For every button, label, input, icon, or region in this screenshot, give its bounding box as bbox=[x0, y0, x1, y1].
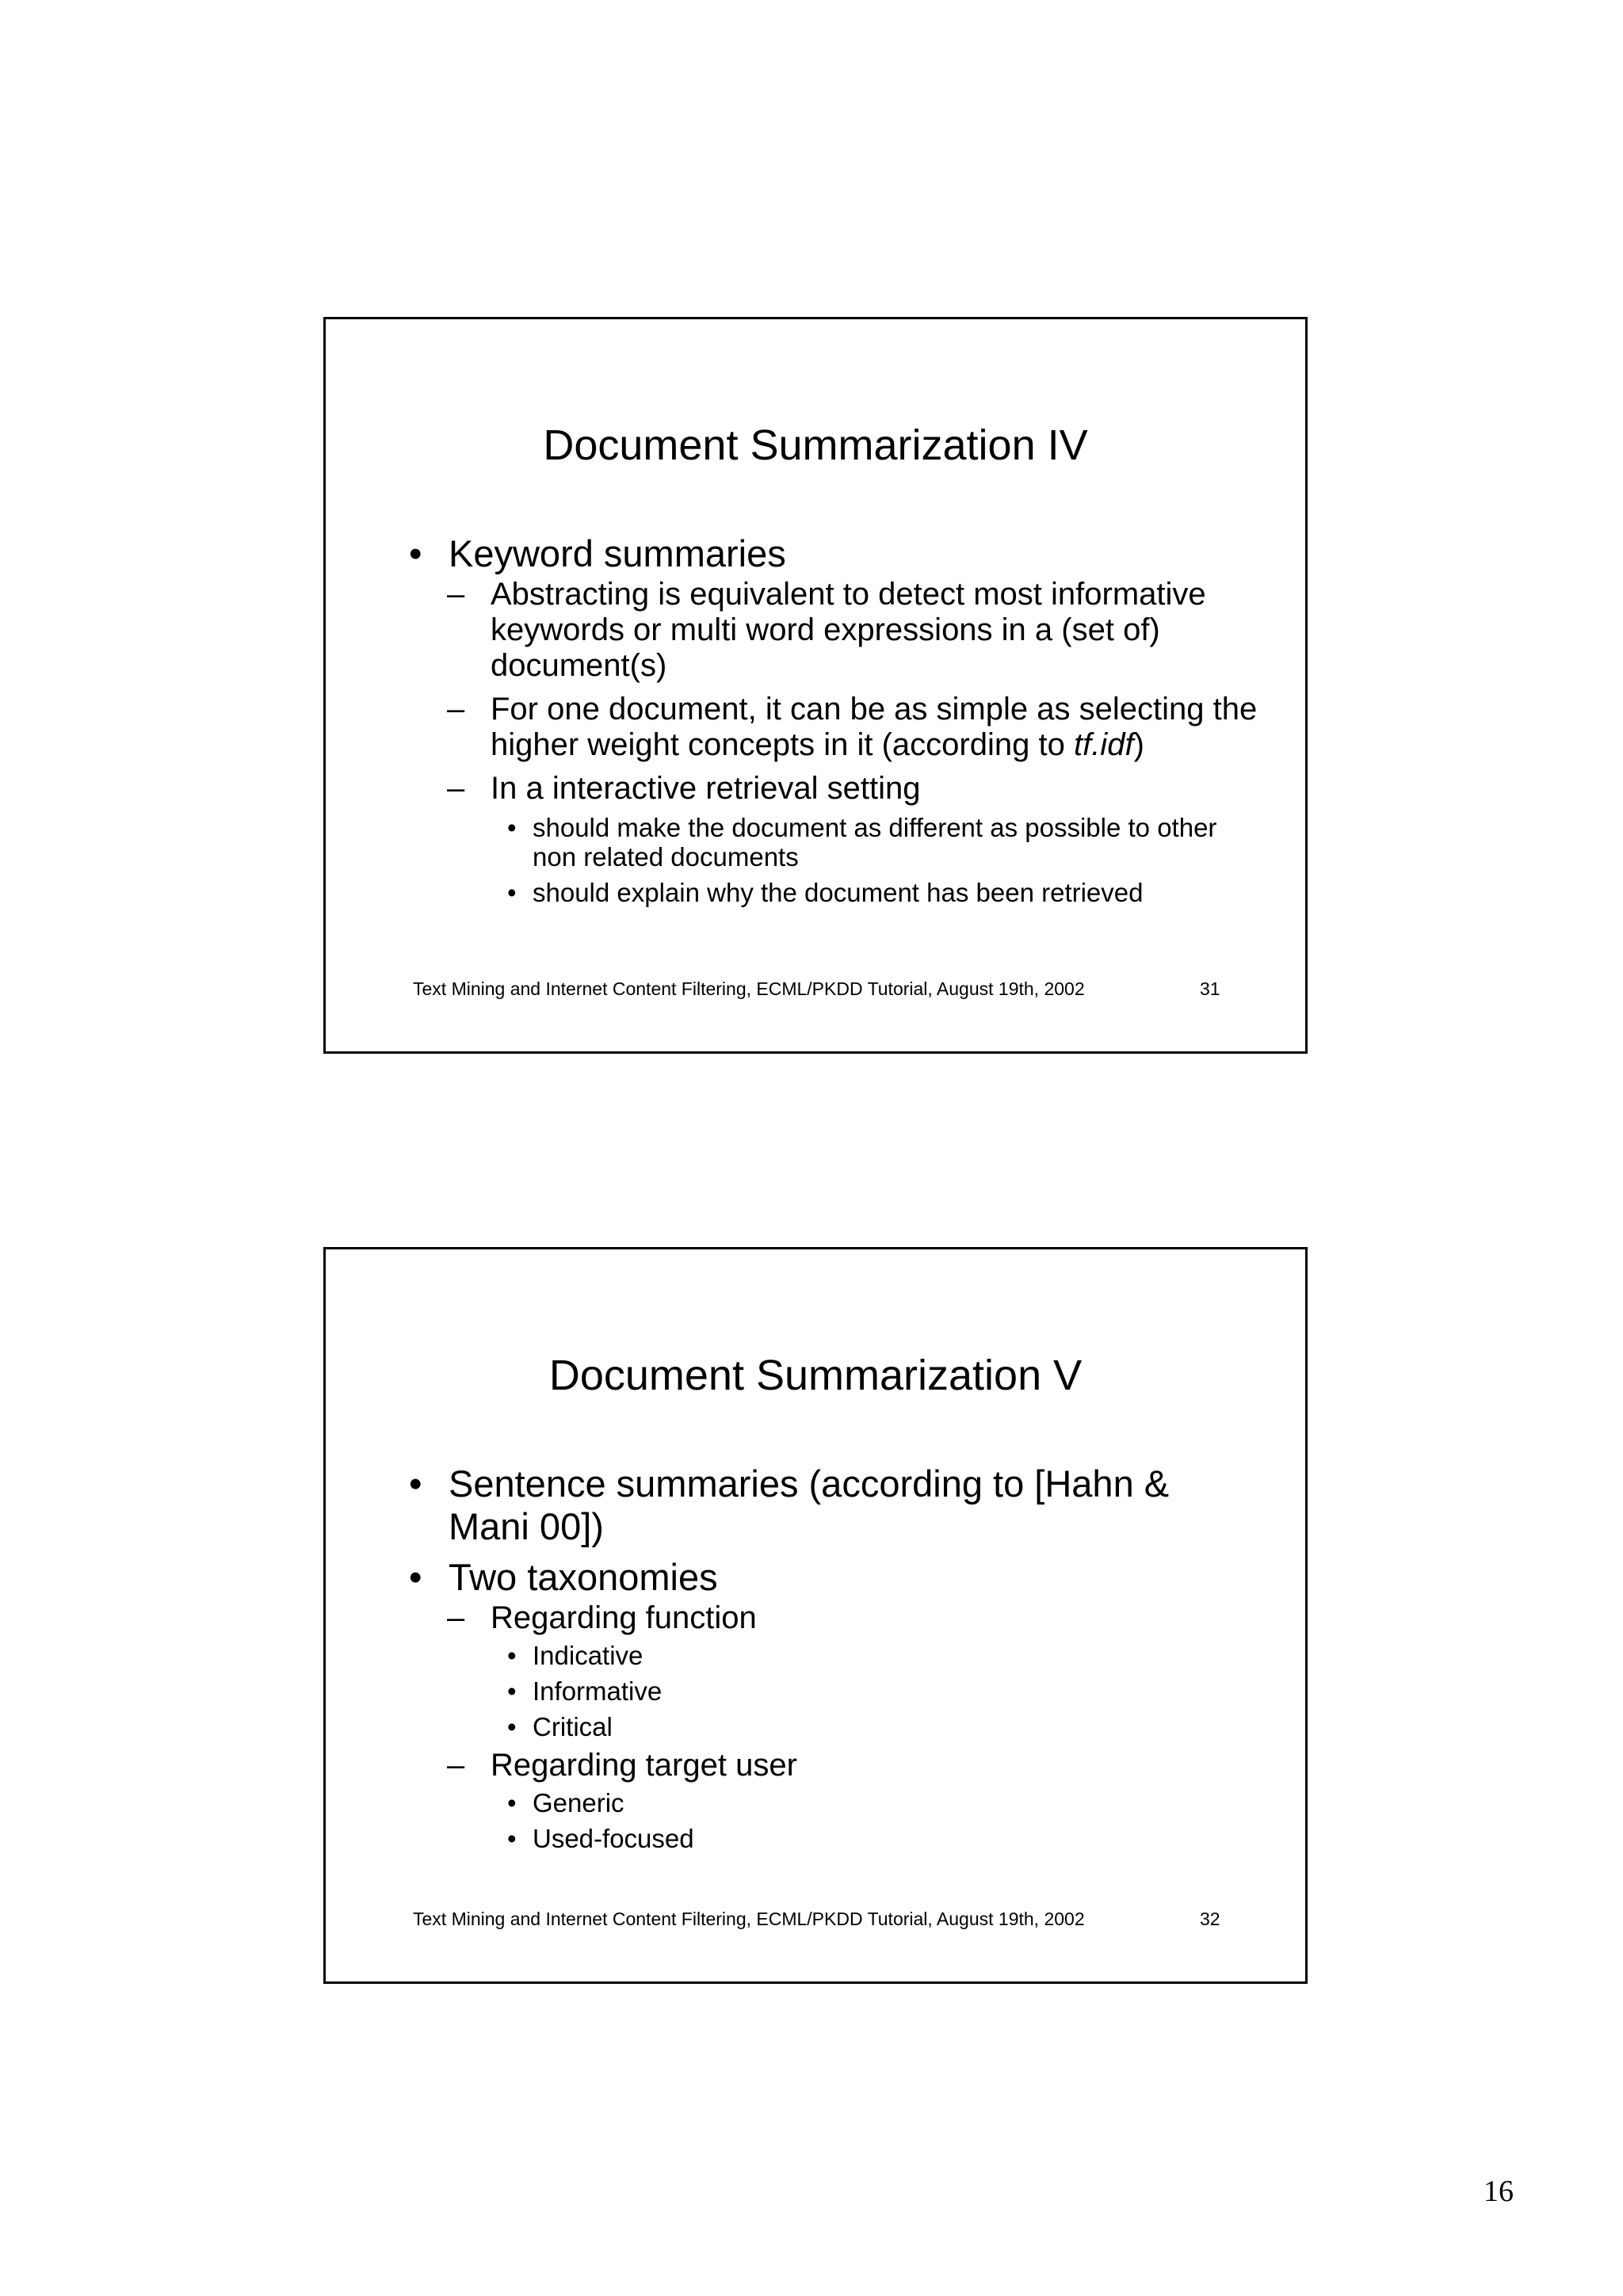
sub-sub-bullet-item bbox=[409, 1712, 1258, 1741]
dash-icon: – bbox=[447, 771, 465, 806]
sub-sub-bullet-text: should explain why the document has been retrieved bbox=[533, 878, 1144, 907]
bullet-icon: • bbox=[409, 532, 422, 574]
sub-bullet-item bbox=[409, 1600, 1258, 1636]
sub-sub-bullet-item bbox=[409, 1641, 1258, 1670]
dash-icon: – bbox=[447, 692, 465, 727]
bullet-text: Keyword summaries bbox=[449, 532, 786, 574]
sub-bullet-item bbox=[409, 692, 1258, 763]
slide-title: Document Summarization V bbox=[548, 1352, 1083, 1399]
bullet-icon: • bbox=[507, 1788, 517, 1817]
bullet-icon: • bbox=[507, 878, 517, 907]
sub-sub-bullet-item bbox=[409, 1824, 1258, 1853]
bullet-item bbox=[409, 532, 1258, 575]
sub-sub-bullet-item bbox=[409, 1676, 1258, 1706]
dash-icon: – bbox=[447, 1748, 465, 1783]
sub-bullet-item bbox=[409, 1748, 1258, 1783]
sub-sub-bullet-text: should make the document as different as possible to other non related documents bbox=[533, 813, 1217, 871]
slide-number: 31 bbox=[1200, 978, 1220, 999]
page-number: 16 bbox=[1484, 2175, 1514, 2208]
slide-title: Document Summarization IV bbox=[543, 421, 1088, 469]
slide-32 bbox=[323, 1247, 1308, 1984]
sub-bullet-text: For one document, it can be as simple as selecting the higher weight concepts in it (according to bbox=[491, 692, 1258, 762]
sub-bullet-text: Abstracting is equivalent to detect most informative keywords or multi word expressions in a (set of) document(s) bbox=[491, 577, 1206, 683]
sub-bullet-item bbox=[409, 771, 1258, 807]
sub-bullet-item bbox=[409, 577, 1258, 684]
sub-sub-bullet-text: Indicative bbox=[533, 1641, 643, 1670]
sub-sub-bullet-text: Generic bbox=[533, 1788, 624, 1817]
tfidf-term: tf.idf bbox=[1073, 727, 1134, 762]
slide-number: 32 bbox=[1200, 1909, 1220, 1929]
sub-bullet-text: Regarding function bbox=[491, 1600, 757, 1635]
sub-bullet-text-end: ) bbox=[1133, 727, 1144, 762]
dash-icon: – bbox=[447, 577, 465, 612]
slide-body bbox=[409, 532, 1258, 907]
slide-footer: Text Mining and Internet Content Filtering, ECML/PKDD Tutorial, August 19th, 2002 bbox=[413, 978, 1085, 999]
sub-bullet-text: In a interactive retrieval setting bbox=[491, 771, 921, 806]
bullet-icon: • bbox=[507, 1641, 517, 1670]
bullet-icon: • bbox=[507, 1824, 517, 1853]
bullet-text: Two taxonomies bbox=[449, 1556, 718, 1598]
sub-sub-bullet-item bbox=[409, 878, 1258, 907]
dash-icon: – bbox=[447, 1600, 465, 1635]
sub-sub-bullet-item bbox=[409, 1788, 1258, 1817]
bullet-icon: • bbox=[409, 1556, 422, 1598]
sub-sub-bullet-item bbox=[409, 813, 1258, 871]
bullet-item bbox=[409, 1463, 1258, 1548]
bullet-icon: • bbox=[507, 1712, 517, 1741]
bullet-item bbox=[409, 1556, 1258, 1599]
slide-footer: Text Mining and Internet Content Filtering, ECML/PKDD Tutorial, August 19th, 2002 bbox=[413, 1909, 1085, 1929]
sub-sub-bullet-text: Informative bbox=[533, 1676, 663, 1706]
sub-sub-bullet-text: Used-focused bbox=[533, 1824, 694, 1853]
bullet-text: Sentence summaries (according to [Hahn & Mani 00]) bbox=[449, 1463, 1170, 1547]
bullet-icon: • bbox=[507, 813, 517, 842]
bullet-icon: • bbox=[507, 1676, 517, 1706]
sub-bullet-text: Regarding target user bbox=[491, 1748, 797, 1783]
bullet-icon: • bbox=[409, 1463, 422, 1505]
slide-body bbox=[409, 1463, 1258, 1853]
sub-sub-bullet-text: Critical bbox=[533, 1712, 613, 1741]
slide-31 bbox=[323, 317, 1308, 1054]
